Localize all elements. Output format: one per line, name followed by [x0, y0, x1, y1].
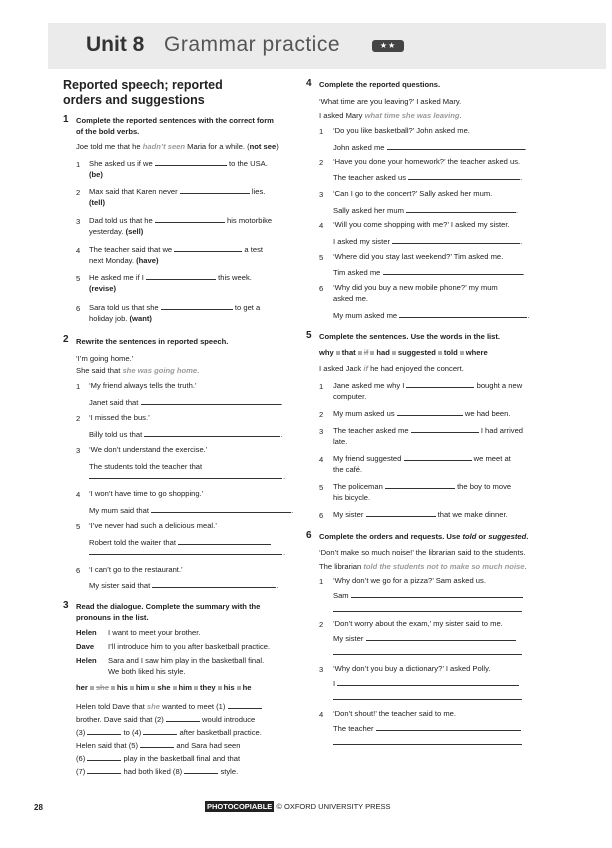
- summary-text: and Sara had seen: [176, 741, 241, 750]
- exercise-6-example-q: ‘Don’t make so much noise!’ the librarian said to the students.: [319, 548, 526, 557]
- item-text: I: [333, 679, 336, 688]
- example-text: Joe told me that he: [76, 142, 143, 151]
- word: she: [95, 683, 109, 692]
- speaker: Helen: [76, 628, 97, 637]
- separator: [130, 686, 134, 690]
- item-text: computer.: [333, 392, 367, 401]
- item-number: 1: [76, 382, 81, 391]
- example-text: She said that: [76, 366, 123, 375]
- answer-blank[interactable]: [174, 244, 242, 252]
- ex2-item-3-q: ‘We don’t understand the exercise.’: [89, 445, 208, 454]
- dialogue-line: [108, 655, 264, 677]
- separator: [460, 351, 464, 355]
- instr-word: suggested: [488, 532, 527, 541]
- exercise-2-example-q: ‘I’m going home.’: [76, 354, 134, 363]
- answer-blank[interactable]: [166, 714, 200, 722]
- exercise-4-example-q: ‘What time are you leaving?’ I asked Mary.: [319, 97, 462, 106]
- page-number: 28: [34, 803, 43, 812]
- item-text: Sara told us that she: [89, 303, 159, 312]
- example-text: ): [276, 142, 279, 151]
- separator: [111, 686, 115, 690]
- word: where: [465, 348, 488, 357]
- example-answer: hadn’t seen: [142, 142, 186, 151]
- separator: [392, 351, 396, 355]
- instr-line: pronouns in the list.: [76, 613, 149, 622]
- answer-blank[interactable]: [144, 429, 280, 437]
- item-text: next Monday.: [89, 256, 137, 265]
- answer-blank[interactable]: [406, 380, 474, 388]
- word: suggested: [397, 348, 436, 357]
- answer-blank[interactable]: [87, 727, 121, 735]
- word: her: [76, 683, 88, 692]
- item-number: 3: [319, 427, 324, 436]
- word-list: [319, 347, 488, 358]
- item-text: Sam: [333, 591, 349, 600]
- item-text: My mum asked us: [333, 409, 395, 418]
- ex6-item-1-a: [333, 590, 523, 601]
- item-text: lies.: [251, 187, 266, 196]
- item-text: Dad told us that he: [89, 216, 153, 225]
- answer-blank[interactable]: [376, 723, 521, 731]
- ex6-item-1-q: ‘Why don’t we go for a pizza?’ Sam asked us.: [333, 576, 486, 585]
- ex2-item-5-q: ‘I’ve never had such a delicious meal.’: [89, 521, 217, 530]
- item-text: Tim asked me: [333, 268, 381, 277]
- instr-line: Read the dialogue. Complete the summary with the: [76, 602, 261, 611]
- exercise-6-instruction: [319, 531, 528, 542]
- ex2-item-3-a: The students told the teacher that: [89, 462, 203, 471]
- summary-text: Helen told Dave that: [76, 702, 147, 711]
- answer-blank[interactable]: [411, 425, 479, 433]
- example-text: .: [524, 562, 527, 571]
- answer-blank[interactable]: [146, 272, 216, 280]
- instr-text: or: [476, 532, 489, 541]
- item-verb: (sell): [125, 227, 144, 236]
- item-number: 5: [319, 483, 324, 492]
- ex6-item-2-q: ‘Don’t worry about the exam,’ my sister said to me.: [333, 619, 503, 628]
- separator: [336, 351, 340, 355]
- example-text: .: [197, 366, 200, 375]
- word: him: [178, 683, 193, 692]
- ex1-item-3: [89, 215, 272, 237]
- item-text: this week.: [218, 273, 252, 282]
- ex2-item-6-q: ‘I can’t go to the restaurant.’: [89, 565, 183, 574]
- item-text: the café.: [333, 465, 363, 474]
- unit-number: Unit 8: [86, 33, 145, 56]
- summary-text: (6): [76, 754, 86, 763]
- answer-blank[interactable]: [184, 766, 218, 774]
- ex5-item-4: [333, 453, 511, 475]
- item-text: The policeman: [333, 482, 383, 491]
- speaker: Dave: [76, 642, 95, 651]
- example-answer: told the students not to make so much noise: [363, 562, 525, 571]
- separator: [370, 351, 374, 355]
- item-text: his motorbike: [227, 216, 273, 225]
- item-number: 6: [76, 304, 81, 313]
- footer-copyright: [205, 802, 391, 811]
- item-verb: (revise): [89, 284, 117, 293]
- summary-text: Helen said that (5): [76, 741, 139, 750]
- ex2-item-2-q: ‘I missed the bus.’: [89, 413, 150, 422]
- word: he: [242, 683, 252, 692]
- item-number: 4: [319, 221, 324, 230]
- item-number: 4: [319, 455, 324, 464]
- answer-line[interactable]: [89, 554, 282, 555]
- instr-line: of the bold verbs.: [76, 127, 140, 136]
- ex2-item-1-a: Janet said that .: [89, 398, 283, 407]
- item-text: She asked us if we: [89, 159, 153, 168]
- summary-text: to (4): [123, 728, 142, 737]
- answer-blank[interactable]: [399, 310, 527, 318]
- item-text: the boy to move: [457, 482, 512, 491]
- answer-line[interactable]: [333, 611, 522, 612]
- ex2-item-4-a: My mum said that .: [89, 506, 294, 515]
- ex5-item-5: [333, 481, 511, 503]
- example-text: .: [459, 111, 462, 120]
- word: they: [200, 683, 216, 692]
- example-answer: what time she was leaving: [364, 111, 460, 120]
- item-text: My friend suggested: [333, 454, 402, 463]
- answer-blank[interactable]: [155, 215, 225, 223]
- separator: [358, 351, 362, 355]
- summary-text: wanted to meet (1): [160, 702, 226, 711]
- ex4-item-4-q: ‘Will you come shopping with me?’ I asked my sister.: [333, 220, 510, 229]
- item-verb: (want): [129, 314, 152, 323]
- item-text: ‘Why did you buy a new mobile phone?’ my mum: [333, 283, 498, 292]
- item-number: 1: [76, 160, 81, 169]
- item-number: 6: [76, 566, 81, 575]
- word: why: [319, 348, 334, 357]
- answer-line[interactable]: [333, 654, 522, 655]
- item-text: My mum said that: [89, 506, 149, 515]
- example-answer: she was going home: [122, 366, 198, 375]
- summary-text: would introduce: [202, 715, 256, 724]
- exercise-1-number: 1: [63, 114, 69, 125]
- item-text: yesterday.: [89, 227, 126, 236]
- item-text: to get a: [234, 303, 261, 312]
- summary-text: (7): [76, 767, 86, 776]
- section-title-1: Reported speech; reported: [63, 78, 223, 92]
- exercise-1-instruction: [76, 115, 274, 137]
- ex6-item-3-q: ‘Why don’t you buy a dictionary?’ I asked Polly.: [333, 664, 491, 673]
- summary-text: (3): [76, 728, 86, 737]
- ex2-item-1-q: ‘My friend always tells the truth.’: [89, 381, 197, 390]
- item-number: 1: [319, 577, 324, 586]
- instr-word: told: [462, 532, 477, 541]
- word: that: [341, 348, 356, 357]
- item-text: I asked my sister: [333, 237, 390, 246]
- exercise-3-number: 3: [63, 600, 69, 611]
- example-verb: not see: [249, 142, 277, 151]
- ex5-item-6: [333, 509, 508, 520]
- ex4-item-1-q: ‘Do you like basketball?’ John asked me.: [333, 126, 470, 135]
- item-text: My sister: [333, 634, 364, 643]
- word: him: [135, 683, 150, 692]
- summary-text: brother. Dave said that (2): [76, 715, 164, 724]
- exercise-6-number: 6: [306, 530, 312, 541]
- item-text: his bicycle.: [333, 493, 371, 502]
- item-number: 5: [319, 253, 324, 262]
- exercise-2-number: 2: [63, 334, 69, 345]
- ex4-item-6-a: My mum asked me .: [333, 311, 530, 320]
- example-text: The librarian: [319, 562, 364, 571]
- photocopiable-badge: PHOTOCOPIABLE: [207, 802, 273, 811]
- answer-blank[interactable]: [87, 766, 121, 774]
- answer-blank[interactable]: [397, 408, 463, 416]
- item-text: Jane asked me why I: [333, 381, 405, 390]
- instr-text: Complete the orders and requests. Use: [319, 532, 463, 541]
- ex1-item-5: [89, 272, 252, 294]
- exercise-3-instruction: [76, 601, 260, 623]
- ex4-item-4-a: I asked my sister .: [333, 237, 523, 246]
- summary-text: had both liked (8): [123, 767, 183, 776]
- item-text: Robert told the waiter that: [89, 538, 176, 547]
- word: she: [157, 683, 171, 692]
- item-text: John asked me: [333, 143, 385, 152]
- answer-blank[interactable]: [351, 590, 523, 598]
- answer-blank[interactable]: [152, 580, 276, 588]
- dialogue-text: Sara and I saw him play in the basketball final.: [108, 656, 265, 665]
- word: had: [376, 348, 390, 357]
- item-verb: (have): [136, 256, 159, 265]
- ex5-item-3: [333, 425, 523, 447]
- answer-blank[interactable]: [408, 172, 520, 180]
- item-text: to the USA.: [229, 159, 268, 168]
- ex2-item-5-a: [89, 537, 271, 548]
- answer-blank[interactable]: [383, 267, 523, 275]
- word: if: [363, 348, 369, 357]
- ex6-item-3-a: [333, 678, 519, 689]
- period: .: [283, 548, 286, 557]
- ex5-item-2: [333, 408, 510, 419]
- item-number: 6: [319, 284, 324, 293]
- word: told: [443, 348, 458, 357]
- exercise-4-instruction: Complete the reported questions.: [319, 80, 441, 89]
- item-text: a test: [244, 245, 263, 254]
- ex4-item-5-a: Tim asked me .: [333, 268, 525, 277]
- dialogue-line: I want to meet your brother.: [108, 628, 201, 637]
- answer-blank[interactable]: [141, 397, 281, 405]
- ex6-item-4-q: ‘Don’t shout!’ the teacher said to me.: [333, 709, 456, 718]
- period: .: [283, 472, 286, 481]
- ex4-item-3-q: ‘Can I go to the concert?’ Sally asked her mum.: [333, 189, 493, 198]
- item-text: late.: [333, 437, 348, 446]
- item-text: The teacher: [333, 724, 374, 733]
- summary-text: style.: [220, 767, 239, 776]
- example-text: he had enjoyed the concert.: [367, 364, 464, 373]
- item-number: 2: [319, 158, 324, 167]
- answer-blank[interactable]: [387, 142, 525, 150]
- answer-blank[interactable]: [337, 678, 519, 686]
- section-title-2: orders and suggestions: [63, 93, 205, 107]
- ex4-item-3-a: Sally asked her mum .: [333, 206, 519, 215]
- item-number: 5: [76, 522, 81, 531]
- answer-blank[interactable]: [404, 453, 472, 461]
- exercise-4-number: 4: [306, 78, 312, 89]
- copyright-text: © OXFORD UNIVERSITY PRESS: [276, 802, 391, 811]
- answer-blank[interactable]: [366, 509, 436, 517]
- ex4-item-2-a: The teacher asked us .: [333, 173, 523, 182]
- item-text: The teacher asked me: [333, 426, 409, 435]
- example-answer: she: [146, 702, 161, 711]
- ex4-item-1-a: John asked me .: [333, 143, 527, 152]
- difficulty-badge: ★★: [372, 40, 404, 52]
- example-text: I asked Jack: [319, 364, 364, 373]
- item-number: 6: [319, 511, 324, 520]
- answer-line[interactable]: [333, 744, 522, 745]
- item-text: we meet at: [473, 454, 511, 463]
- item-number: 2: [76, 414, 81, 423]
- separator: [194, 686, 198, 690]
- exercise-1-example: [76, 141, 279, 152]
- ex6-item-4-a: [333, 723, 521, 734]
- item-number: 2: [319, 410, 324, 419]
- exercise-4-example: [319, 110, 462, 121]
- item-text: My sister said that: [89, 581, 151, 590]
- exercise-5-instruction: Complete the sentences. Use the words in the list.: [319, 332, 501, 341]
- item-text: that we make dinner.: [437, 510, 508, 519]
- separator: [151, 686, 155, 690]
- item-text: The teacher asked us: [333, 173, 407, 182]
- answer-line[interactable]: [333, 699, 522, 700]
- exercise-5-number: 5: [306, 330, 312, 341]
- item-number: 3: [76, 217, 81, 226]
- ex1-item-6: [89, 302, 260, 324]
- ex6-item-2-a: [333, 633, 516, 644]
- exercise-6-example: [319, 561, 527, 572]
- item-number: 1: [319, 127, 324, 136]
- item-number: 3: [319, 665, 324, 674]
- item-text: My sister: [333, 510, 364, 519]
- item-text: Billy told us that: [89, 430, 143, 439]
- item-number: 3: [76, 446, 81, 455]
- unit-title: Grammar practice: [164, 33, 341, 56]
- item-text: Janet said that: [89, 398, 139, 407]
- separator: [218, 686, 222, 690]
- separator: [90, 686, 94, 690]
- answer-blank[interactable]: [151, 505, 291, 513]
- item-text: Max said that Karen never: [89, 187, 178, 196]
- item-text: I had arrived: [480, 426, 524, 435]
- separator: [173, 686, 177, 690]
- word: his: [223, 683, 235, 692]
- word: his: [116, 683, 128, 692]
- exercise-5-example: [319, 363, 464, 374]
- summary: [76, 700, 262, 778]
- separator: [237, 686, 241, 690]
- ex2-item-4-q: ‘I won’t have time to go shopping.’: [89, 489, 204, 498]
- item-text: My mum asked me: [333, 311, 398, 320]
- answer-blank[interactable]: [161, 302, 233, 310]
- separator: [438, 351, 442, 355]
- example-answer: if: [363, 364, 368, 373]
- ex1-item-4: [89, 244, 263, 266]
- item-text: Sally asked her mum: [333, 206, 404, 215]
- summary-text: after basketball practice.: [179, 728, 262, 737]
- item-number: 5: [76, 274, 81, 283]
- item-text: The teacher said that we: [89, 245, 173, 254]
- item-text: He asked me if I: [89, 273, 144, 282]
- item-number: 2: [76, 188, 81, 197]
- example-text: I asked Mary: [319, 111, 365, 120]
- item-number: 4: [76, 246, 81, 255]
- item-verb: (tell): [89, 198, 106, 207]
- item-number: 4: [76, 490, 81, 499]
- example-text: Maria for a while. (: [185, 142, 250, 151]
- ex1-item-2: [89, 186, 265, 208]
- item-text: holiday job.: [89, 314, 130, 323]
- answer-blank[interactable]: [385, 481, 455, 489]
- item-verb: (be): [89, 170, 103, 179]
- answer-blank[interactable]: [180, 186, 250, 194]
- exercise-2-example: [76, 365, 199, 376]
- ex4-item-5-q: ‘Where did you stay last weekend?’ Tim asked me.: [333, 252, 504, 261]
- item-text: bought a new: [476, 381, 523, 390]
- ex4-item-2-q: ‘Have you done your homework?’ the teacher asked us.: [333, 157, 521, 166]
- exercise-2-instruction: Rewrite the sentences in reported speech.: [76, 337, 229, 346]
- answer-blank[interactable]: [392, 236, 520, 244]
- pronoun-list: [76, 682, 252, 693]
- ex2-item-6-a: My sister said that .: [89, 581, 279, 590]
- item-number: 2: [319, 620, 324, 629]
- answer-line[interactable]: [89, 478, 282, 479]
- answer-blank[interactable]: [178, 537, 271, 545]
- ex5-item-1: [333, 380, 522, 402]
- item-number: 1: [319, 382, 324, 391]
- answer-blank[interactable]: [228, 701, 262, 709]
- item-number: 4: [319, 710, 324, 719]
- item-number: 3: [319, 190, 324, 199]
- item-text: asked me.: [333, 294, 369, 303]
- ex2-item-2-a: Billy told us that .: [89, 430, 283, 439]
- dialogue-line: I’ll introduce him to you after basketball practice.: [108, 642, 271, 651]
- instr-text: .: [526, 532, 529, 541]
- instr-line: Complete the reported sentences with the correct form: [76, 116, 274, 125]
- answer-blank[interactable]: [140, 740, 174, 748]
- answer-blank[interactable]: [155, 158, 227, 166]
- answer-blank[interactable]: [87, 753, 121, 761]
- answer-blank[interactable]: [366, 633, 516, 641]
- summary-text: play in the basketball final and that: [123, 754, 241, 763]
- ex1-item-1: [89, 158, 268, 180]
- answer-blank[interactable]: [143, 727, 177, 735]
- answer-blank[interactable]: [406, 205, 516, 213]
- dialogue-text: We both liked his style.: [108, 667, 186, 676]
- ex4-item-6-q: [333, 282, 498, 304]
- item-text: we had been.: [464, 409, 511, 418]
- speaker: Helen: [76, 656, 97, 665]
